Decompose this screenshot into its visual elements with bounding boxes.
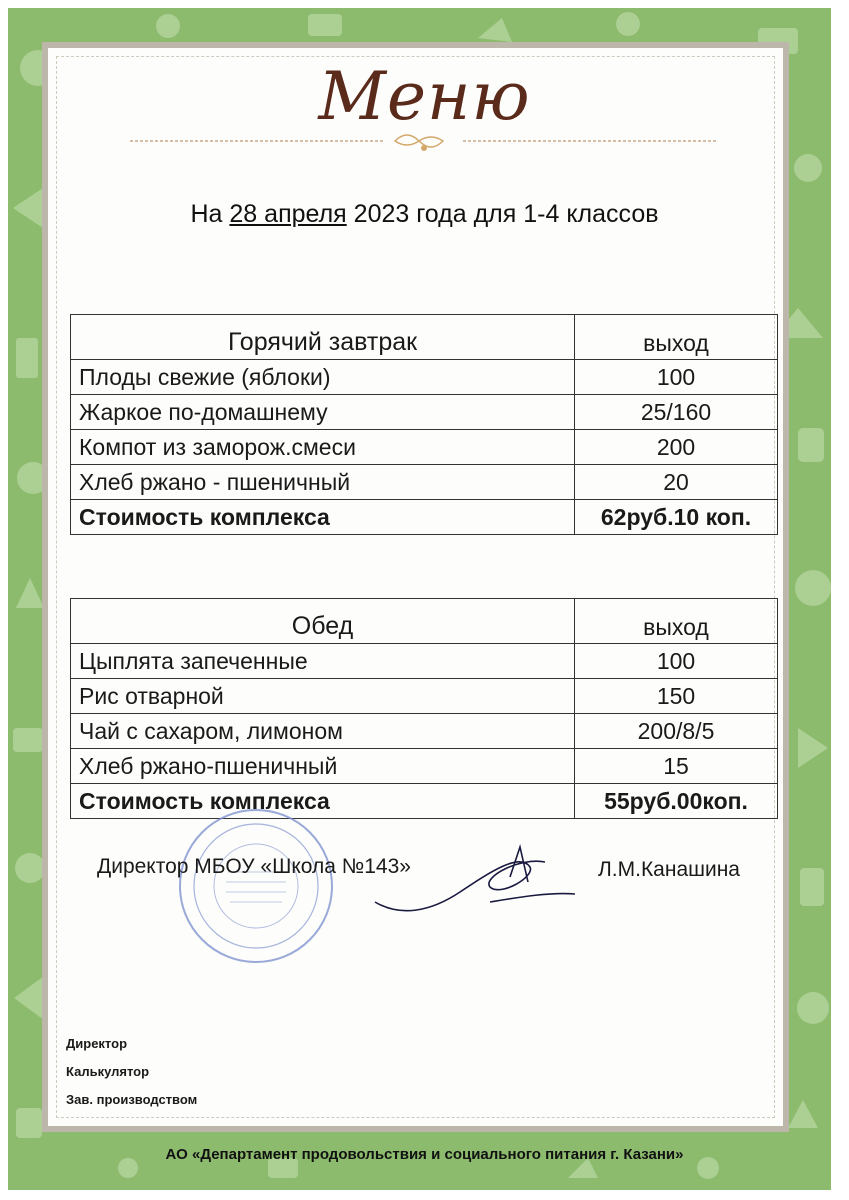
menu-date: 28 апреля: [229, 200, 347, 228]
table-row: [71, 644, 778, 679]
breakfast-table: [70, 314, 778, 535]
table-row: [71, 395, 778, 430]
dish-name: Хлеб ржано-пшеничный: [71, 749, 575, 784]
signature-label-director: Директор: [66, 1036, 128, 1051]
dish-yield: 100: [575, 360, 778, 395]
footer-organization: АО «Департамент продовольствия и социального питания г. Казани»: [165, 1146, 684, 1163]
ornament-divider-icon: [130, 128, 718, 158]
table-header-row: [71, 315, 778, 360]
table-row: [71, 679, 778, 714]
signature-label-production: Зав. производством: [66, 1092, 198, 1107]
table-row: [71, 465, 778, 500]
table-row: [71, 714, 778, 749]
dish-yield: 200: [575, 430, 778, 465]
signature-label-calculator: Калькулятор: [66, 1064, 150, 1079]
dish-yield: 200/8/5: [575, 714, 778, 749]
dish-yield: 20: [575, 465, 778, 500]
dish-yield: 150: [575, 679, 778, 714]
dish-name: Хлеб ржано - пшеничный: [71, 465, 575, 500]
dish-name: Рис отварной: [71, 679, 575, 714]
total-label: Стоимость комплекса: [71, 500, 575, 535]
menu-date-line: [0, 200, 849, 229]
breakfast-header-name: Горячий завтрак: [71, 315, 575, 360]
total-price: 62руб.10 коп.: [575, 500, 778, 535]
director-name: Л.М.Канашина: [598, 858, 740, 881]
dish-yield: 15: [575, 749, 778, 784]
dish-name: Компот из заморож.смеси: [71, 430, 575, 465]
page-title: Меню: [318, 58, 531, 135]
breakfast-header-value: выход: [575, 315, 778, 360]
director-label: Директор МБОУ «Школа №143»: [97, 855, 411, 878]
table-row: [71, 430, 778, 465]
school-stamp-icon: [176, 806, 336, 966]
dish-name: Жаркое по-домашнему: [71, 395, 575, 430]
dish-name: Цыплята запеченные: [71, 644, 575, 679]
signature-icon: [370, 842, 580, 922]
lunch-table: [70, 598, 778, 819]
total-price: 55руб.00коп.: [575, 784, 778, 819]
total-label: Стоимость комплекса: [71, 784, 575, 819]
date-suffix: 2023 года для 1-4 классов: [346, 200, 659, 228]
total-row: [71, 500, 778, 535]
table-row: [71, 360, 778, 395]
dish-yield: 100: [575, 644, 778, 679]
signature-labels: [66, 1030, 197, 1114]
dish-name: Плоды свежие (яблоки): [71, 360, 575, 395]
table-header-row: [71, 599, 778, 644]
lunch-header-value: выход: [575, 599, 778, 644]
dish-yield: 25/160: [575, 395, 778, 430]
dish-name: Чай с сахаром, лимоном: [71, 714, 575, 749]
date-prefix: На: [190, 200, 230, 228]
lunch-header-name: Обед: [71, 599, 575, 644]
table-row: [71, 749, 778, 784]
